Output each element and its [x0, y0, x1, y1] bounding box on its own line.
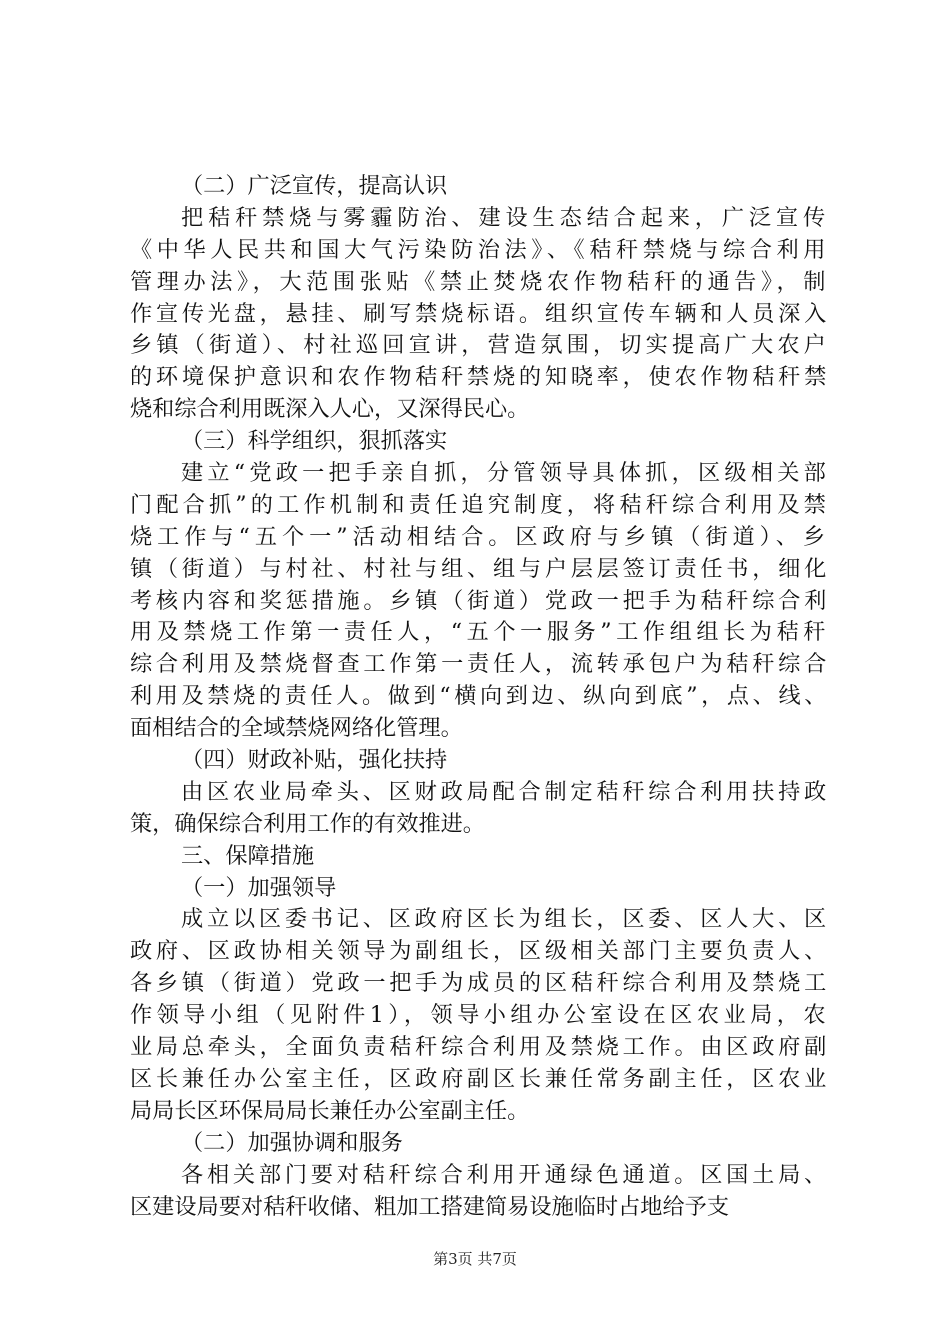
- text-line: 各相关部门要对秸秆综合利用开通绿色通道。区国土局、: [181, 1161, 830, 1188]
- page-number: 第3页 共7页: [433, 1250, 517, 1268]
- text-line: 各乡镇（街道）党政一把手为成员的区秸秆综合利用及禁烧工: [130, 970, 830, 997]
- text-line: 面相结合的全域禁烧网络化管理。: [130, 715, 463, 742]
- text-line: 把秸秆禁烧与雾霾防治、建设生态结合起来，广泛宣传: [181, 204, 830, 231]
- text-line: 门配合抓”的工作机制和责任追究制度，将秸秆综合利用及禁: [130, 491, 830, 518]
- text-line: 区长兼任办公室主任，区政府副区长兼任常务副主任，区农业: [130, 1065, 830, 1092]
- text-line: 利用及禁烧的责任人。做到“横向到边、纵向到底”，点、线、: [130, 683, 830, 710]
- text-line: 区建设局要对秸秆收储、粗加工搭建简易设施临时占地给予支: [130, 1193, 730, 1220]
- text-line: （二）加强协调和服务: [181, 1129, 403, 1156]
- page-footer: [0, 1248, 950, 1269]
- text-line: 政府、区政协相关领导为副组长，区级相关部门主要负责人、: [130, 938, 830, 965]
- text-line: 业局总牵头，全面负责秸秆综合利用及禁烧工作。由区政府副: [130, 1034, 830, 1061]
- text-line: （四）财政补贴，强化扶持: [181, 747, 448, 774]
- text-line: 的环境保护意识和农作物秸秆禁烧的知晓率，使农作物秸秆禁: [130, 364, 830, 391]
- text-line: 局局长区环保局局长兼任办公室副主任。: [130, 1097, 530, 1124]
- text-line: 三、保障措施: [181, 842, 315, 869]
- text-line: 建立“党政一把手亲自抓，分管领导具体抓，区级相关部: [181, 460, 830, 487]
- text-line: 《中华人民共和国大气污染防治法》、《秸秆禁烧与综合利用: [130, 236, 830, 263]
- text-line: 乡镇（街道）、村社巡回宣讲，营造氛围，切实提高广大农户: [130, 332, 830, 359]
- text-line: 考核内容和奖惩措施。乡镇（街道）党政一把手为秸秆综合利: [130, 587, 830, 614]
- text-line: 作领导小组（见附件1），领导小组办公室设在区农业局，农: [130, 1002, 830, 1029]
- text-line: （三）科学组织，狠抓落实: [181, 428, 448, 455]
- text-line: 策，确保综合利用工作的有效推进。: [130, 810, 485, 837]
- document-body: [130, 171, 830, 1223]
- text-line: 作宣传光盘，悬挂、刷写禁烧标语。组织宣传车辆和人员深入: [130, 300, 830, 327]
- text-line: 管理办法》，大范围张贴《禁止焚烧农作物秸秆的通告》，制: [130, 268, 830, 295]
- text-line: 烧和综合利用既深入人心，又深得民心。: [130, 396, 530, 423]
- text-line: （二）广泛宣传，提高认识: [181, 173, 448, 199]
- text-line: 成立以区委书记、区政府区长为组长，区委、区人大、区: [181, 906, 830, 933]
- text-line: （一）加强领导: [181, 874, 337, 901]
- text-line: 由区农业局牵头、区财政局配合制定秸秆综合利用扶持政: [181, 778, 830, 805]
- text-line: 烧工作与“五个一”活动相结合。区政府与乡镇（街道）、乡: [130, 523, 830, 550]
- text-line: 镇（街道）与村社、村社与组、组与户层层签订责任书，细化: [130, 555, 830, 582]
- text-line: 综合利用及禁烧督查工作第一责任人，流转承包户为秸秆综合: [130, 651, 830, 678]
- text-line: 用及禁烧工作第一责任人，“五个一服务”工作组组长为秸秆: [130, 619, 830, 646]
